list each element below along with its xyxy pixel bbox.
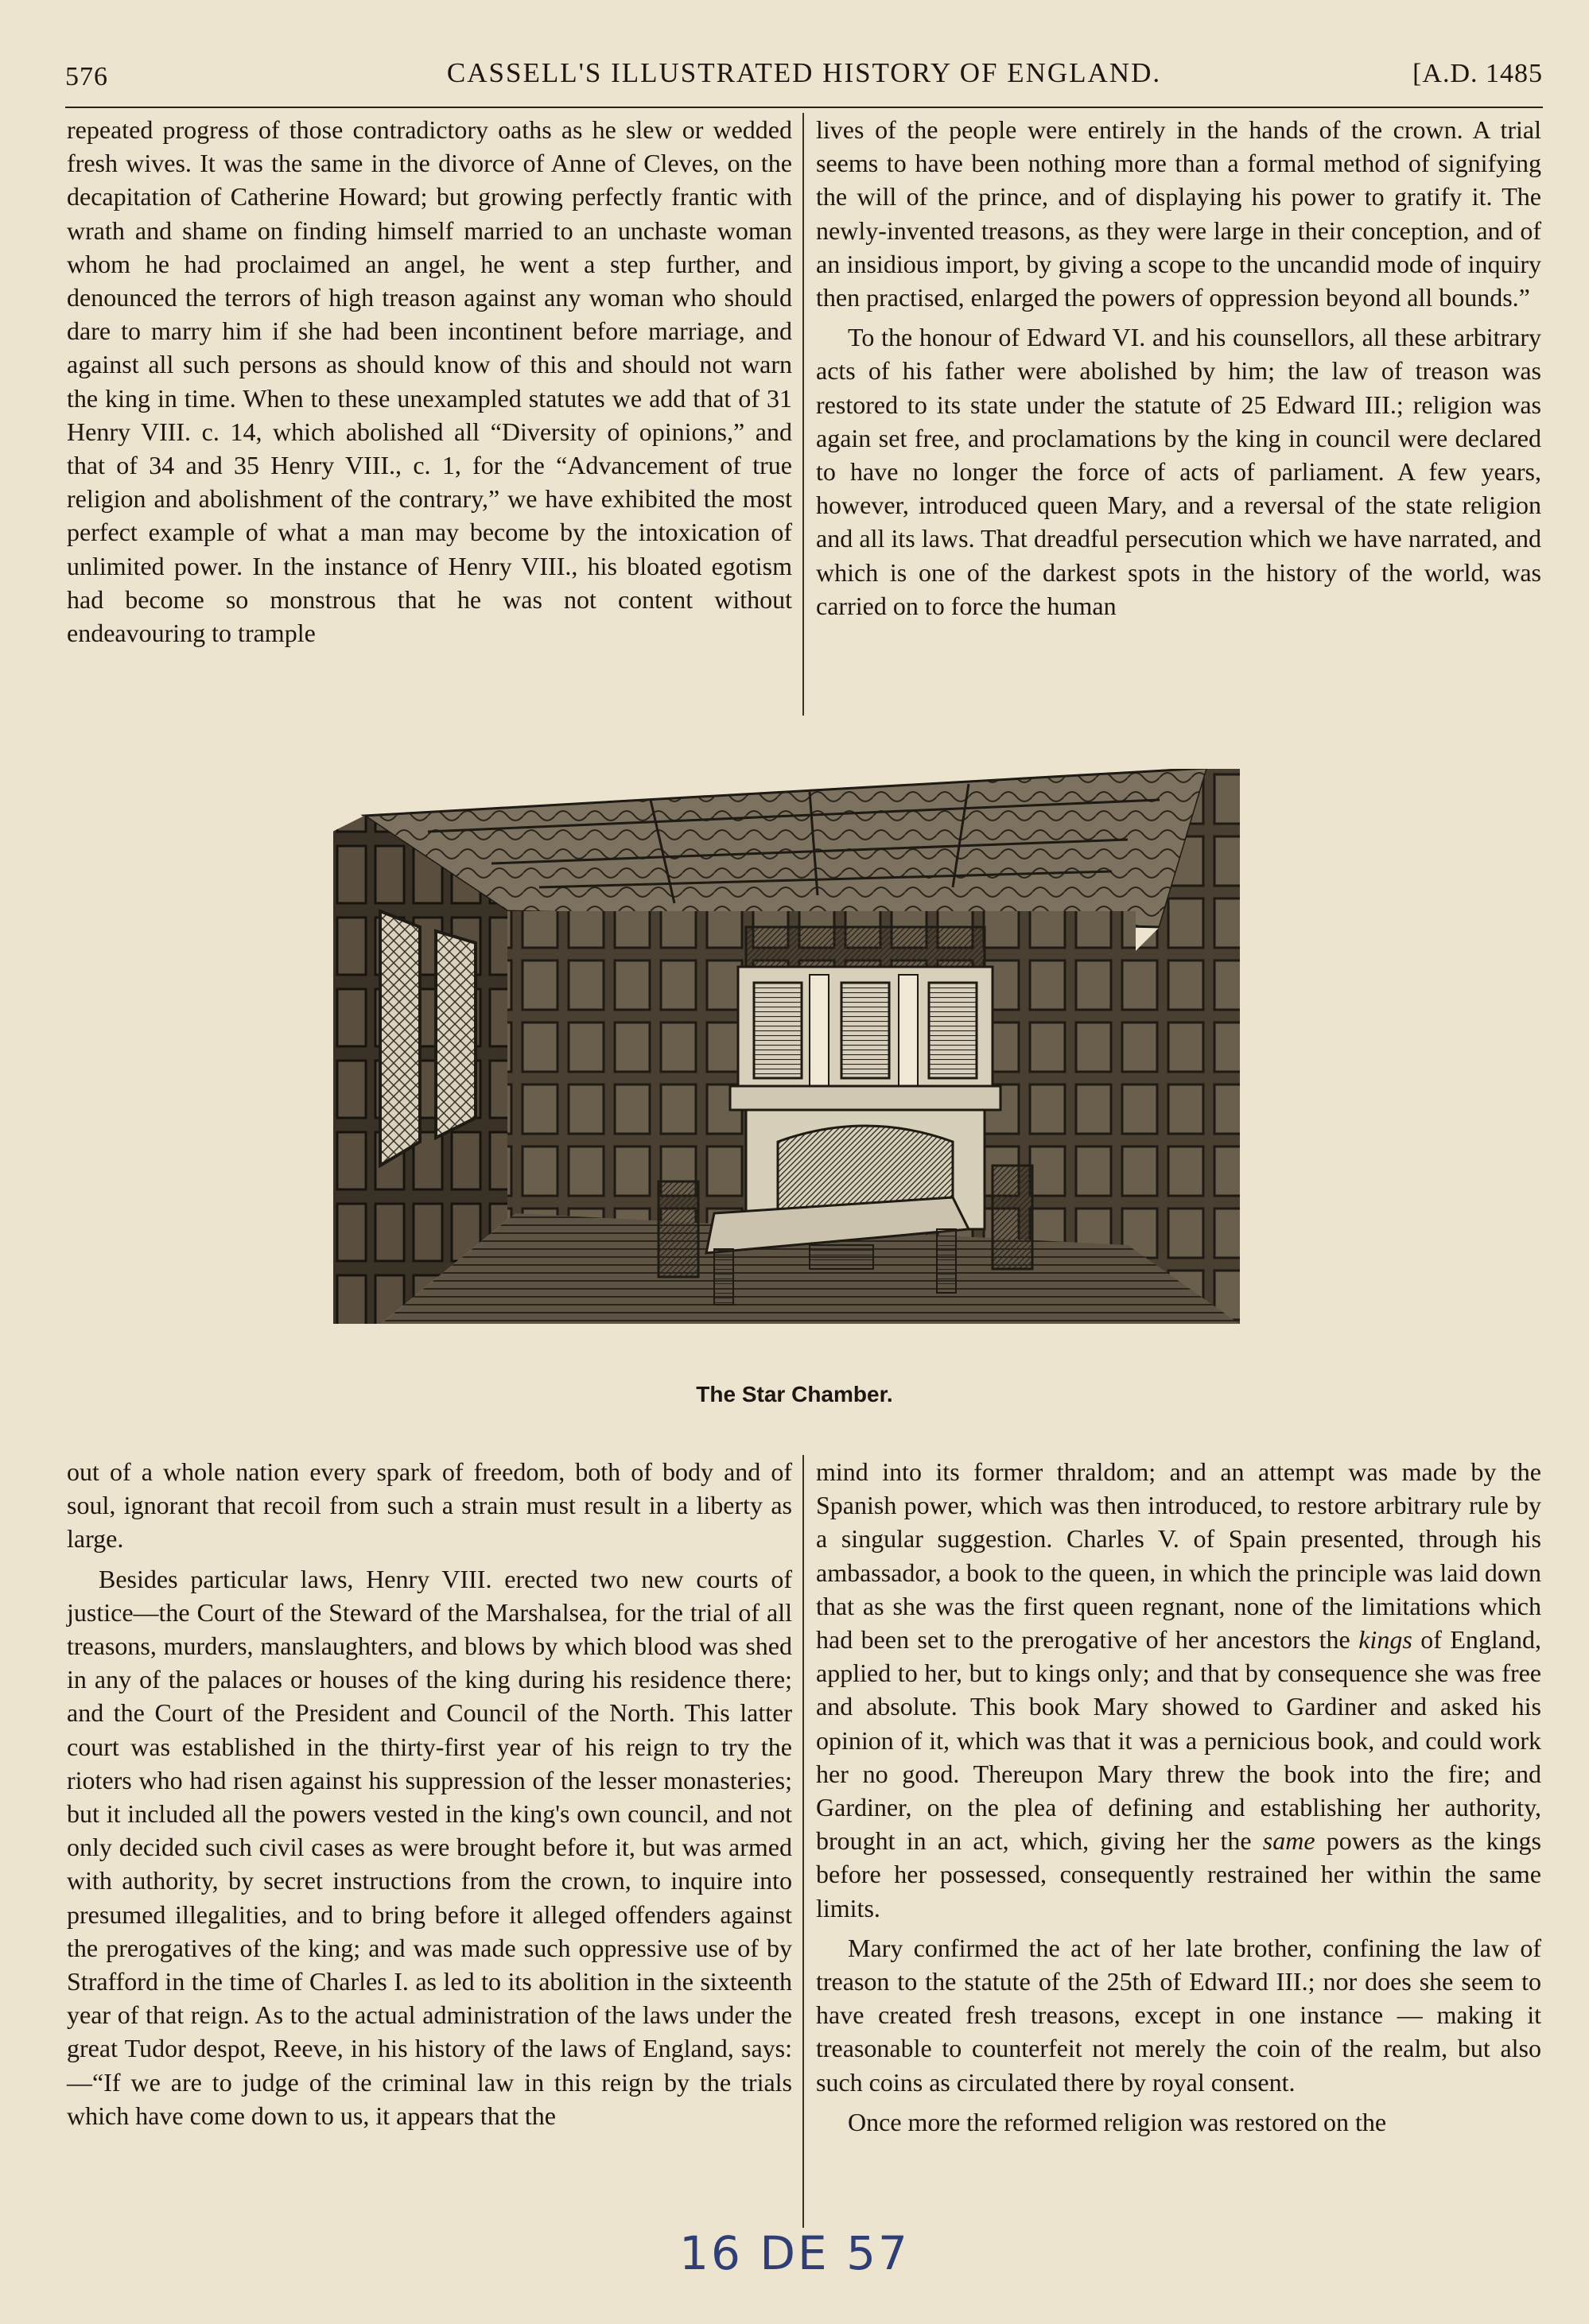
figure-caption: The Star Chamber. [696,1382,893,1406]
star-chamber-engraving [332,768,1241,1325]
column-2-bottom [816,1455,1541,2139]
paragraph: lives of the people were entirely in the hands of the crown. A trial seems to have been nothing more than a formal method of signifying the will of the prince, and of displaying his power to gratify it. The newly-invented treasons, as they were large in their conception, and of an insidious import, by giving a scope to the uncandid mode of inquiry then practised, enlarged the powers of oppression beyond all bounds.” [816,115,1541,312]
column-1-top [67,113,792,650]
running-header [65,57,1543,92]
column-divider-top [802,113,804,716]
paragraph: To the honour of Edward VI. and his counsellors, all these arbitrary acts of his father were abolished by him; the law of treason was restored to its state under the statute of 25 Edward III.; religion was again set free, and proclamations by the king in council were declared to have no longer the force of acts of parliament. A few years, however, introduced queen Mary, and a reversal of the state religion and all its laws. That dreadful persecution which we have narrated, and which is one of the darkest spots in the history of the world, was carried on to force the human [816,323,1541,620]
paragraph: Once more the reformed religion was restored on the [848,2107,1387,2136]
library-stamp: 16 DE 57 [679,2226,910,2280]
text-run: of England, applied to her, but to kings only; and that by consequence she was free and absolute. This book Mary showed to Gardiner and asked his opinion of it, which was that it was a pernicious book, and could work her no good. Thereupon Mary threw the book into the fire; and Gardiner, on the plea of defining and establishing her authority, brought in an act, which, giving her the [816,1625,1542,1856]
page-number: 576 [65,62,108,91]
running-title: CASSELL'S ILLUSTRATED HISTORY OF ENGLAND. [446,57,1162,88]
paragraph: Mary confirmed the act of her late brother, confining the law of treason to the statute of the 25th of Edward III.; nor does she seem to have created fresh treasons, except in one instance — making it treasonable to counterfeit not merely the coin of the realm, but also such coins as circulated there by royal consent. [816,1933,1541,2097]
italic-text: kings [1358,1625,1412,1655]
paragraph [816,1455,1541,1925]
header-rule [65,107,1543,108]
column-divider-bottom [802,1455,804,2228]
column-2-top [816,113,1541,623]
text-run: powers as the kings before her possessed, consequently restrained her within the same limits. [816,1826,1542,1922]
paragraph: Besides particular laws, Henry VIII. erected two new courts of justice—the Court of the Steward of the Marshalsea, for the trial of all treasons, murders, manslaughters, and blows by which blood was shed in any of the palaces or houses of the king during his residence there; and the Court of the President and Council of the North. This latter court was established in the thirty-first year of his reign to try the rioters who had risen against his suppression of the lesser monasteries; but it included all the powers vested in the king's own council, and not only decided such civil cases as were brought before it, but was armed with authority, by secret instructions from the crown, to inquire into presumed illegalities, and to bring before it alleged offenders against the prerogatives of the king; and was made such oppressive use of by Strafford in the time of Charles I. as led to its abolition in the sixteenth year of that reign. As to the actual administration of the laws under the great Tudor despot, Reeve, in his history of the laws of England, says:—“If we are to judge of the criminal law in this reign by the trials which have come down to us, it appears that the [67,1564,792,2130]
paragraph: out of a whole nation every spark of freedom, both of body and of soul, ignorant that recoil from such a strain must result in a liberty as large. [67,1457,792,1554]
italic-text: same [1262,1826,1315,1856]
text-run: mind into its former thraldom; and an attempt was made by the Spanish power, which was then introduced, to restore arbitrary rule by a singular suggestion. Charles V. of Spain presented, through his ambassador, a book to the queen, in which the principle was laid down that as she was the first queen regnant, none of the limitations which had been set to the prerogative of her ancestors the [816,1457,1541,1655]
paragraph: repeated progress of those contradictory oaths as he slew or wedded fresh wives. It was the same in the divorce of Anne of Cleves, on the decapitation of Catherine Howard; but growing perfectly frantic with wrath and shame on finding himself married to an unchaste woman whom he had proclaimed an angel, he went a step further, and denounced the terrors of high treason against any woman who should dare to marry him if she had been incontinent before marriage, and against all such persons as should know of this and should not warn the king in time. When to these unexampled statutes we add that of 31 Henry VIII. c. 14, which abolished all “Diversity of opinions,” and that of 34 and 35 Henry VIII., c. 1, for the “Advancement of true religion and abolishment of the contrary,” we have exhibited the most perfect example of what a man may become by the intoxication of unlimited power. In the instance of Henry VIII., his bloated egotism had become so monstrous that he was not content without endeavouring to trample [67,115,792,648]
date-marker: [A.D. 1485 [1412,59,1543,88]
column-1-bottom [67,1455,792,2132]
